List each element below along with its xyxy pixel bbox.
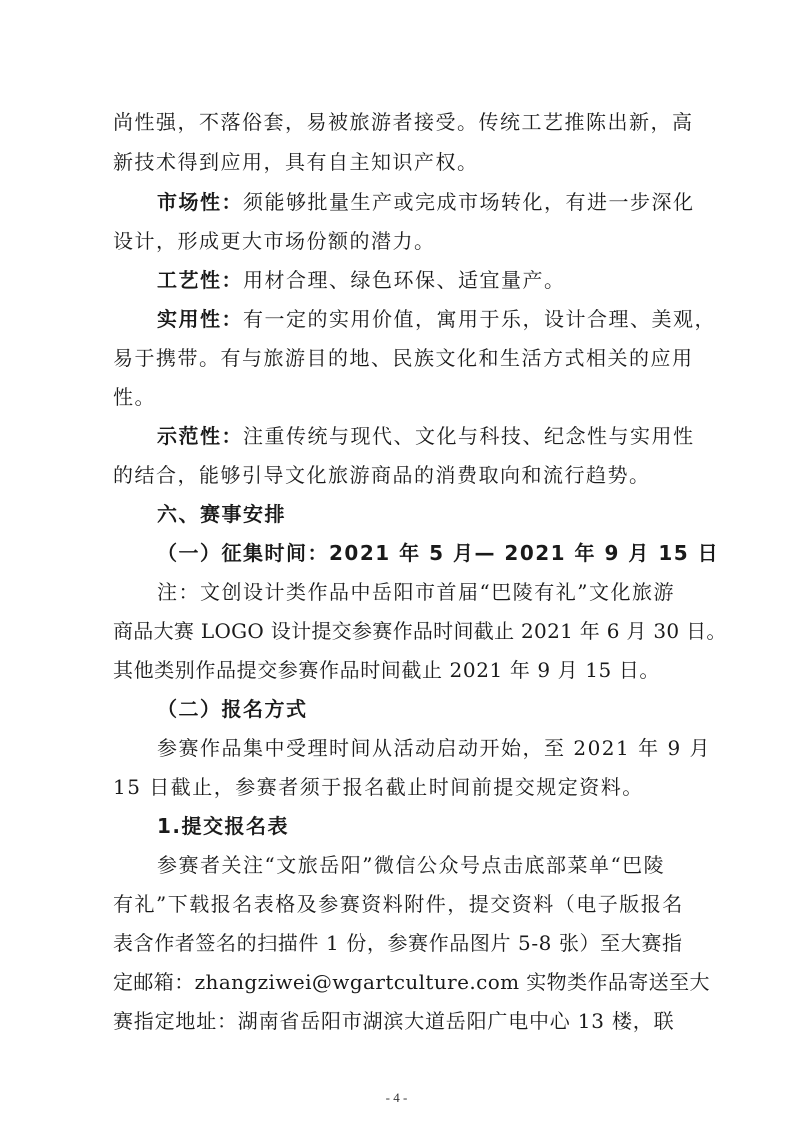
body-line: 15 日截止，参赛者须于报名截止时间前提交规定资料。 — [113, 775, 644, 799]
criterion-craft — [157, 268, 688, 292]
body-line: 设计，形成更大市场份额的潜力。 — [113, 229, 436, 253]
item-heading: 1.提交报名表 — [157, 814, 290, 838]
criterion-demonstration — [157, 424, 695, 448]
body-line: 表含作者签名的扫描件 1 份，参赛作品图片 5-8 张）至大赛指 — [113, 931, 683, 955]
criterion-text: 用材合理、绿色环保、适宜量产。 — [243, 268, 566, 292]
subsection-heading: （二）报名方式 — [157, 697, 308, 721]
criterion-practical — [157, 307, 716, 331]
criterion-label: 工艺性： — [157, 268, 243, 292]
criterion-text: 须能够批量生产或完成市场转化，有进一步深化 — [243, 190, 695, 214]
body-line: 商品大赛 LOGO 设计提交参赛作品时间截止 2021 年 6 月 30 日。 — [113, 619, 727, 643]
body-line: 注：文创设计类作品中岳阳市首届“巴陵有礼”文化旅游 — [157, 580, 675, 604]
page-number: - 4 - — [385, 1090, 408, 1105]
body-line: 易于携带。有与旅游目的地、民族文化和生活方式相关的应用 — [113, 346, 694, 370]
subsection-heading: （一）征集时间：2021 年 5 月— 2021 年 9 月 15 日 — [157, 541, 720, 565]
criterion-label: 市场性： — [157, 190, 243, 214]
criterion-text: 注重传统与现代、文化与科技、纪念性与实用性 — [243, 424, 695, 448]
body-line: 参赛者关注“文旅岳阳”微信公众号点击底部菜单“巴陵 — [157, 853, 666, 877]
email-line: 定邮箱：zhangziwei@wgartculture.com 实物类作品寄送至大 — [113, 970, 710, 994]
body-line: 性。 — [113, 385, 156, 409]
criterion-text: 有一定的实用价值，寓用于乐，设计合理、美观， — [243, 307, 716, 331]
criterion-label: 示范性： — [157, 424, 243, 448]
body-line: 其他类别作品提交参赛作品时间截止 2021 年 9 月 15 日。 — [113, 658, 661, 682]
criterion-market — [157, 190, 695, 214]
body-line: 尚性强，不落俗套，易被旅游者接受。传统工艺推陈出新，高 — [113, 110, 694, 134]
body-line: 参赛作品集中受理时间从活动启动开始，至 2021 年 9 月 — [157, 736, 712, 760]
body-line: 赛指定地址：湖南省岳阳市湖滨大道岳阳广电中心 13 楼，联 — [113, 1009, 675, 1033]
body-line: 新技术得到应用，具有自主知识产权。 — [113, 150, 479, 174]
body-line: 的结合，能够引导文化旅游商品的消费取向和流行趋势。 — [113, 463, 651, 487]
criterion-label: 实用性： — [157, 307, 243, 331]
section-heading: 六、赛事安排 — [157, 502, 286, 526]
body-line: 有礼”下载报名表格及参赛资料附件，提交资料（电子版报名 — [113, 892, 684, 916]
